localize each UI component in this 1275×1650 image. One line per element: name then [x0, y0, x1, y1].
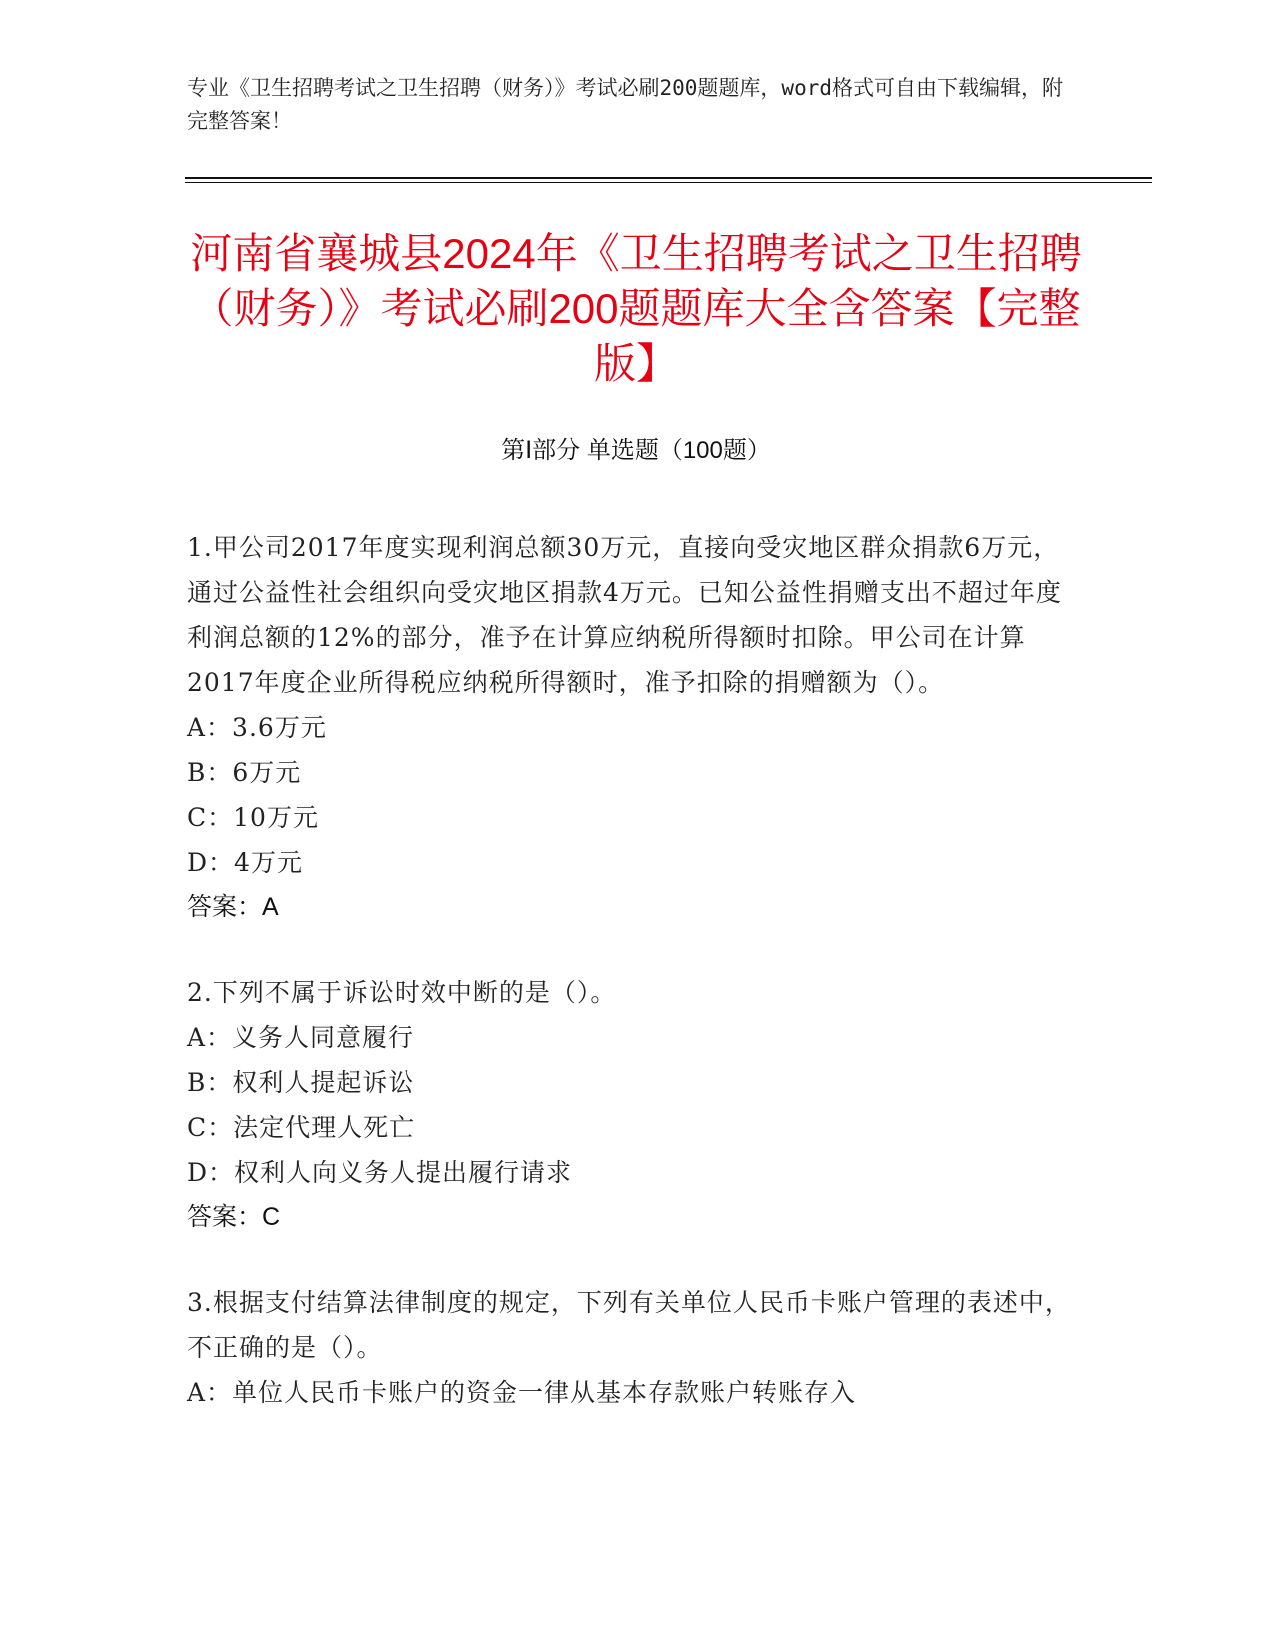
header-divider-thin	[185, 182, 1152, 183]
question-3	[187, 1280, 1077, 1415]
document-title: 河南省襄城县2024年《卫生招聘考试之卫生招聘（财务）》考试必刷200题题库大全含答案【完整版】	[190, 230, 1082, 387]
option-c: C：法定代理人死亡	[187, 1113, 416, 1142]
option-a: A：义务人同意履行	[187, 1023, 415, 1052]
option-a: A：3.6万元	[187, 713, 327, 742]
question-2	[187, 970, 1077, 1240]
option-b: B：6万元	[187, 758, 302, 787]
header-divider-thick	[185, 177, 1152, 179]
option-a: A：单位人民币卡账户的资金一律从基本存款账户转账存入	[187, 1378, 857, 1407]
question-stem: 2.下列不属于诉讼时效中断的是（）。	[187, 978, 617, 1007]
question-stem: 1.甲公司2017年度实现利润总额30万元，直接向受灾地区群众捐款6万元，通过公益性社会组织向受灾地区捐款4万元。已知公益性捐赠支出不超过年度利润总额的12%的部分，准予在计算应纳税所得额时扣除。甲公司在计算2017年度企业所得税应纳税所得额时，准予扣除的捐赠额为（）。	[187, 533, 1062, 697]
answer: 答案：C	[187, 1203, 281, 1231]
question-list	[187, 525, 1077, 1455]
option-b: B：权利人提起诉讼	[187, 1068, 415, 1097]
answer: 答案：A	[187, 893, 279, 921]
option-d: D：权利人向义务人提出履行请求	[187, 1158, 573, 1187]
header-note: 专业《卫生招聘考试之卫生招聘（财务）》考试必刷200题题库，word格式可自由下载编辑，附完整答案！	[187, 76, 1063, 133]
section-title: 第Ⅰ部分 单选题（100题）	[501, 437, 771, 464]
option-c: C：10万元	[187, 803, 319, 832]
question-stem: 3.根据支付结算法律制度的规定，下列有关单位人民币卡账户管理的表述中，不正确的是（）。	[187, 1288, 1071, 1362]
question-1	[187, 525, 1077, 930]
option-d: D：4万元	[187, 848, 303, 877]
